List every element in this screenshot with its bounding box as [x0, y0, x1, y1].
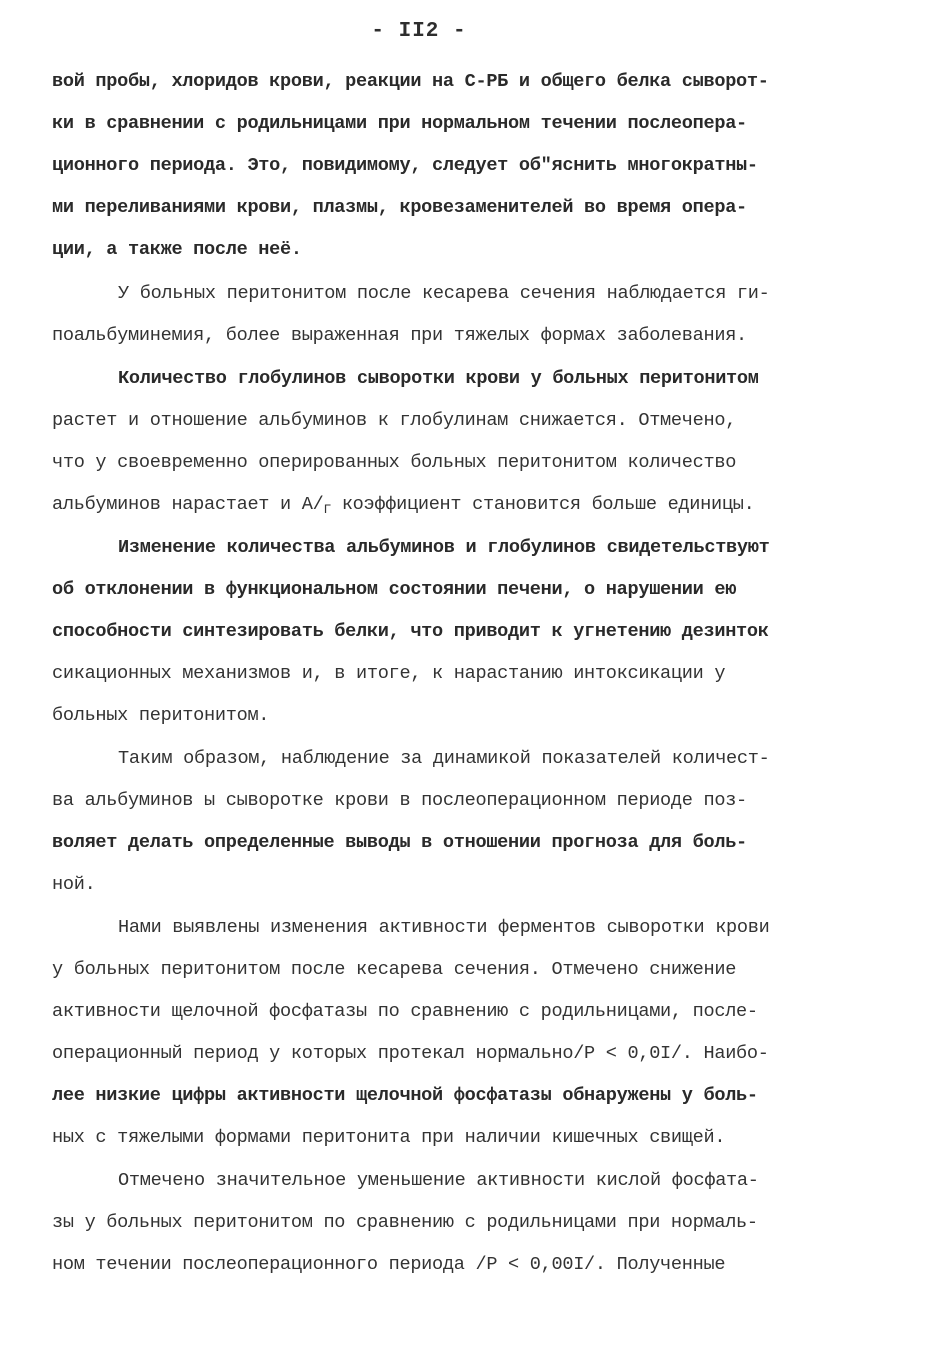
text-line: лее низкие цифры активности щелочной фосфатазы обнаружены у боль-	[52, 1085, 758, 1106]
text-line: сикационных механизмов и, в итоге, к нарастанию интоксикации у	[52, 663, 726, 684]
text-line: ки в сравнении с родильницами при нормальном течении послеопера-	[52, 113, 747, 134]
text-segment: альбуминов нарастает и А/	[52, 494, 324, 515]
text-line	[52, 493, 754, 522]
page-number: - II2 -	[371, 20, 467, 43]
text-segment: коэффициент становится больше единицы.	[330, 494, 755, 515]
text-line: операционный период у которых протекал нормально/Р < 0,0I/. Наибо-	[52, 1043, 769, 1064]
text-line: у больных перитонитом после кесарева сечения. Отмечено снижение	[52, 959, 737, 980]
text-line: Изменение количества альбуминов и глобулинов свидетельствуют	[118, 537, 770, 558]
text-line: больных перитонитом.	[52, 705, 270, 726]
text-line: зы у больных перитонитом по сравнению с родильницами при нормаль-	[52, 1212, 758, 1233]
text-line: активности щелочной фосфатазы по сравнению с родильницами, после-	[52, 1001, 758, 1022]
text-line: что у своевременно оперированных больных перитонитом количество	[52, 452, 737, 473]
text-line: поальбуминемия, более выраженная при тяжелых формах заболевания.	[52, 325, 747, 346]
text-line: ной.	[52, 874, 96, 895]
text-line: Отмечено значительное уменьшение активности кислой фосфата-	[118, 1170, 759, 1191]
text-line: растет и отношение альбуминов к глобулинам снижается. Отмечено,	[52, 410, 737, 431]
text-line: Нами выявлены изменения активности ферментов сыворотки крови	[118, 917, 770, 938]
subscript-text: Г	[323, 502, 331, 517]
text-line: ных с тяжелыми формами перитонита при наличии кишечных свищей.	[52, 1127, 726, 1148]
text-line: вой пробы, хлоридов крови, реакции на С-РБ и общего белка сыворот-	[52, 71, 769, 92]
text-line: Таким образом, наблюдение за динамикой показателей количест-	[118, 748, 770, 769]
text-line: ции, а также после неё.	[52, 239, 302, 260]
text-line: об отклонении в функциональном состоянии печени, о нарушении ею	[52, 579, 737, 600]
text-line: воляет делать определенные выводы в отношении прогноза для боль-	[52, 832, 747, 853]
text-line: способности синтезировать белки, что приводит к угнетению дезинток	[52, 621, 769, 642]
text-line: ном течении послеоперационного периода /Р < 0,00I/. Полученные	[52, 1254, 726, 1275]
text-line: ва альбуминов ы сыворотке крови в послеоперационном периоде поз-	[52, 790, 747, 811]
text-line: Количество глобулинов сыворотки крови у больных перитонитом	[118, 368, 759, 389]
text-line: У больных перитонитом после кесарева сечения наблюдается ги-	[118, 283, 770, 304]
text-line: ми переливаниями крови, плазмы, кровезаменителей во время опера-	[52, 197, 747, 218]
text-line: ционного периода. Это, повидимому, следует об"яснить многократны-	[52, 155, 758, 176]
